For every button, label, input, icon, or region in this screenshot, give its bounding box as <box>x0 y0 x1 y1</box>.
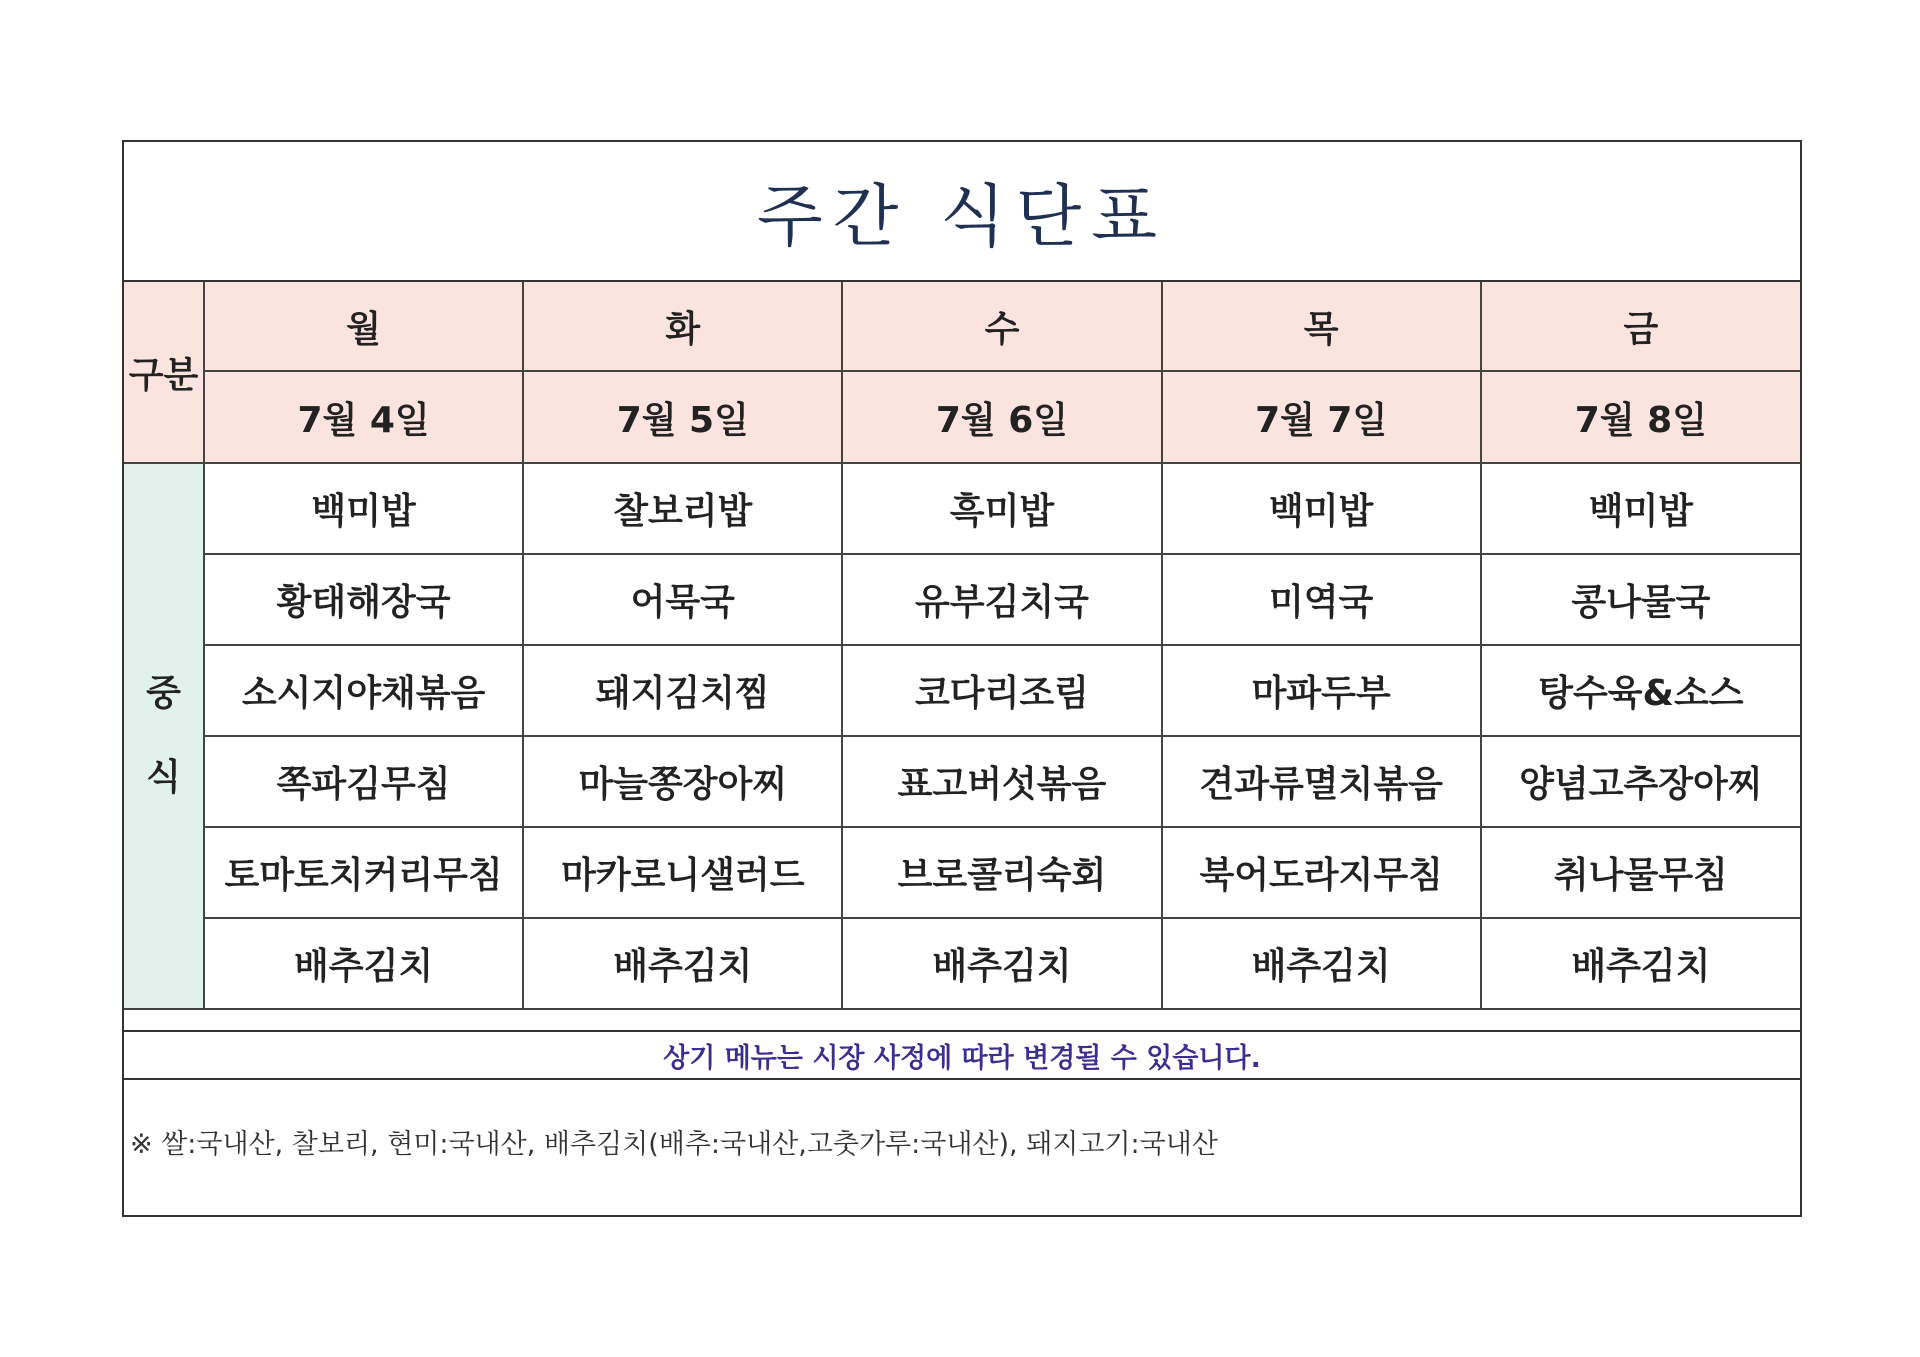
date-cell-tue <box>523 371 842 463</box>
date-cell-fri <box>1481 371 1800 463</box>
date-label: 7월 8일 <box>1574 399 1707 441</box>
day-label: 월 <box>346 308 381 350</box>
day-cell-wed <box>842 282 1161 371</box>
notice-row <box>124 1030 1800 1080</box>
menu-item: 미역국 <box>1162 554 1481 645</box>
menu-item: 쪽파김무침 <box>204 736 523 827</box>
menu-item: 배추김치 <box>1481 918 1800 1009</box>
day-label: 금 <box>1623 308 1659 350</box>
menu-row <box>124 554 1800 645</box>
menu-item: 찰보리밥 <box>523 463 842 554</box>
day-label: 수 <box>984 308 1020 350</box>
menu-item: 양념고추장아찌 <box>1481 736 1800 827</box>
day-cell-mon <box>204 282 523 371</box>
menu-row <box>124 918 1800 1009</box>
day-label: 화 <box>665 308 701 350</box>
menu-row <box>124 827 1800 918</box>
menu-item: 배추김치 <box>842 918 1161 1009</box>
page-title: 주간 식단표 <box>756 177 1168 257</box>
date-label: 7월 6일 <box>935 399 1069 441</box>
title-row <box>124 142 1800 282</box>
category-header-label: 구분 <box>128 354 199 396</box>
day-cell-thu <box>1162 282 1481 371</box>
meal-category-char: 중 <box>146 673 181 714</box>
menu-row <box>124 736 1800 827</box>
day-cell-tue <box>523 282 842 371</box>
menu-item: 배추김치 <box>1162 918 1481 1009</box>
menu-item: 취나물무침 <box>1481 827 1800 918</box>
menu-item: 탕수육&소스 <box>1481 645 1800 736</box>
date-label: 7월 5일 <box>616 399 749 441</box>
date-row <box>124 371 1800 463</box>
menu-item: 마파두부 <box>1162 645 1481 736</box>
menu-item: 마늘쫑장아찌 <box>523 736 842 827</box>
date-cell-thu <box>1162 371 1481 463</box>
category-header-cell <box>124 282 204 463</box>
menu-item: 황태해장국 <box>204 554 523 645</box>
menu-row <box>124 645 1800 736</box>
meal-category-cell <box>124 463 204 1009</box>
date-label: 7월 4일 <box>297 399 430 441</box>
menu-item: 흑미밥 <box>842 463 1161 554</box>
menu-item: 백미밥 <box>204 463 523 554</box>
menu-table <box>124 282 1800 1010</box>
menu-item: 브로콜리숙회 <box>842 827 1161 918</box>
meal-category-char: 식 <box>146 757 181 798</box>
day-label: 목 <box>1303 308 1339 350</box>
menu-item: 견과류멸치볶음 <box>1162 736 1481 827</box>
origin-statement: ※ 쌀:국내산, 찰보리, 현미:국내산, 배추김치(배추:국내산,고춧가루:국내산), 돼지고기:국내산 <box>130 1129 1218 1160</box>
menu-item: 북어도라지무침 <box>1162 827 1481 918</box>
menu-item: 백미밥 <box>1481 463 1800 554</box>
menu-change-notice: 상기 메뉴는 시장 사정에 따라 변경될 수 있습니다. <box>663 1042 1261 1074</box>
day-cell-fri <box>1481 282 1800 371</box>
menu-item: 어묵국 <box>523 554 842 645</box>
menu-item: 마카로니샐러드 <box>523 827 842 918</box>
origin-row <box>124 1080 1800 1217</box>
date-cell-mon <box>204 371 523 463</box>
menu-item: 소시지야채볶음 <box>204 645 523 736</box>
menu-item: 백미밥 <box>1162 463 1481 554</box>
date-cell-wed <box>842 371 1161 463</box>
menu-item: 콩나물국 <box>1481 554 1800 645</box>
menu-item: 표고버섯볶음 <box>842 736 1161 827</box>
day-row <box>124 282 1800 371</box>
menu-item: 배추김치 <box>204 918 523 1009</box>
menu-item: 배추김치 <box>523 918 842 1009</box>
menu-item: 유부김치국 <box>842 554 1161 645</box>
date-label: 7월 7일 <box>1255 399 1388 441</box>
weekly-menu-sheet <box>122 140 1802 1217</box>
menu-item: 코다리조림 <box>842 645 1161 736</box>
menu-item: 토마토치커리무침 <box>204 827 523 918</box>
menu-item: 돼지김치찜 <box>523 645 842 736</box>
menu-row <box>124 463 1800 554</box>
